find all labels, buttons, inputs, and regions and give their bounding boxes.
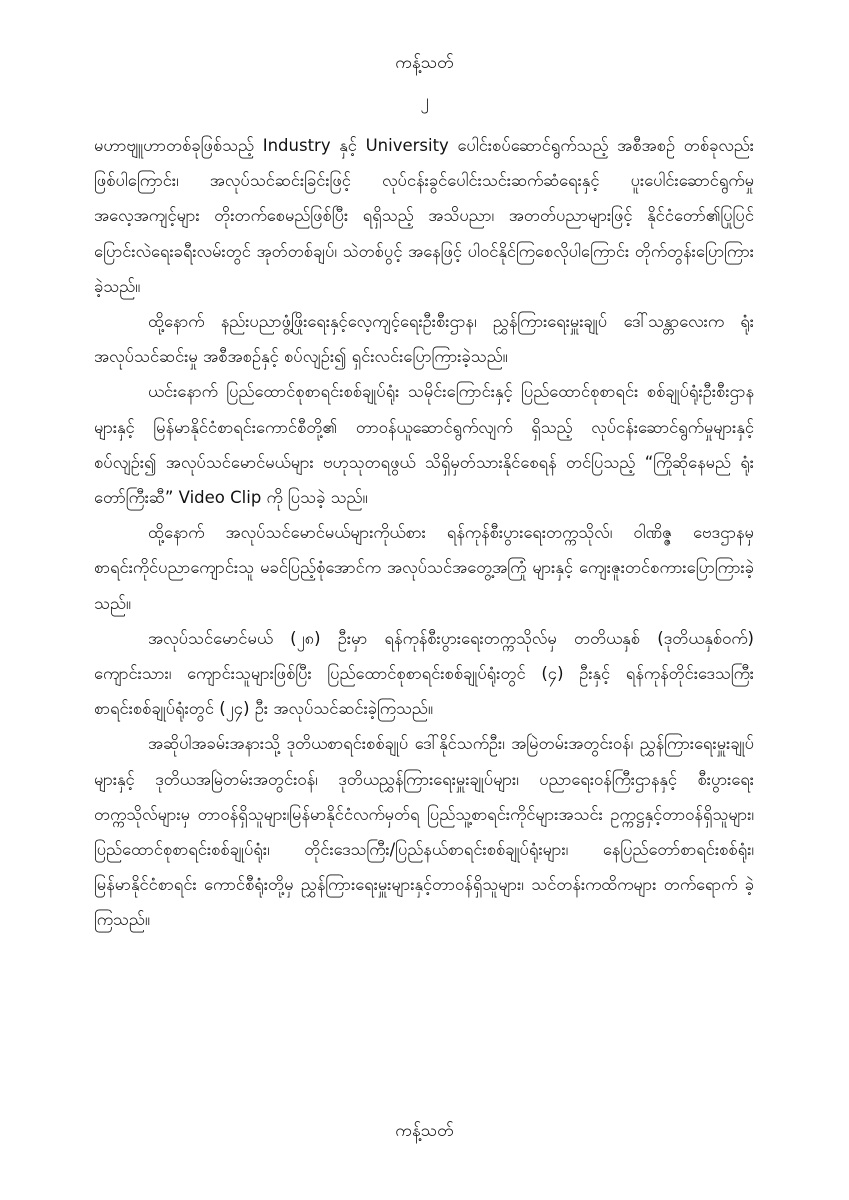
paragraph-continuation: မဟာဗျူဟာတစ်ခုဖြစ်သည့် Industry နှင့် University ပေါင်းစပ်ဆောင်ရွက်သည့် အစီအစဉ် တစ်ခုလည်းဖြစ်ပါကြောင်း၊ အလုပ်သင်ဆင်းခြင်းဖြင့် လုပ်ငန်းခွင်ပေါင်းသင်းဆက်ဆံရေးနှင့် ပူးပေါင်းဆောင်ရွက်မှုအလေ့အကျင့်များ တိုးတက်စေမည်ဖြစ်ပြီး ရရှိသည့် အသိပညာ၊ အတတ်ပညာများဖြင့် နိုင်ငံတော်၏ပြုပြင်ပြောင်းလဲရေးခရီးလမ်းတွင် အုတ်တစ်ချပ်၊ သဲတစ်ပွင့် အနေဖြင့် ပါဝင်နိုင်ကြစေလိုပါကြောင်း တိုက်တွန်းပြောကြားခဲ့သည်။ [94,136,754,296]
document-body [94,128,754,938]
paragraph: ယင်းနောက် ပြည်ထောင်စုစာရင်းစစ်ချုပ်ရုံး သမိုင်းကြောင်းနှင့် ပြည်ထောင်စုစာရင်း စစ်ချုပ်ရုံးဦးစီးဌာနများနှင့် မြန်မာနိုင်ငံစာရင်းကောင်စီတို့၏ တာဝန်ယူဆောင်ရွက်လျက် ရှိသည့် လုပ်ငန်းဆောင်ရွက်မှုများနှင့်စပ်လျဉ်း၍ အလုပ်သင်မောင်မယ်များ ဗဟုသုတရဖွယ် သိရှိမှတ်သားနိုင်စေရန် တင်ပြသည့် “ကြိုဆိုနေမည် ရုံးတော်ကြီးဆီ” Video Clip ကို ပြသခဲ့ သည်။ [94,382,754,508]
paragraph: ထို့နောက် အလုပ်သင်မောင်မယ်များကိုယ်စား ရန်ကုန်စီးပွားရေးတက္ကသိုလ်၊ ဝါဏိဇ္ဇ ဗေဒဌာနမှ စာရင်းကိုင်ပညာကျောင်းသူ မခင်ပြည့်စုံအောင်က အလုပ်သင်အတွေ့အကြုံ များနှင့် ကျေးဇူးတင်စကားပြောကြားခဲ့သည်။ [94,523,754,613]
footer-classification-label: ကန့်သတ် [395,1121,454,1141]
header-classification-label: ကန့်သတ် [395,53,454,73]
paragraph: အဆိုပါအခမ်းအနားသို့ ဒုတိယစာရင်းစစ်ချုပ် ဒေါ်နိုင်သက်ဦး၊ အမြဲတမ်းအတွင်းဝန်၊ ညွှန်ကြားရေးမှူးချုပ်များနှင့် ဒုတိယအမြဲတမ်းအတွင်းဝန်၊ ဒုတိယညွှန်ကြားရေးမှူးချုပ်များ၊ ပညာရေးဝန်ကြီးဌာနနှင့် စီးပွားရေးတက္ကသိုလ်များမှ တာဝန်ရှိသူများ၊မြန်မာနိုင်ငံလက်မှတ်ရ ပြည်သူ့စာရင်းကိုင်များအသင်း ဥက္ကဋ္ဌနှင့်တာဝန်ရှိသူများ၊ ပြည်ထောင်စုစာရင်းစစ်ချုပ်ရုံး၊ တိုင်းဒေသကြီး/ပြည်နယ်စာရင်းစစ်ချုပ်ရုံးများ၊ နေပြည်တော်စာရင်းစစ်ရုံး၊ မြန်မာနိုင်ငံစာရင်း ကောင်စီရုံးတို့မှ ညွှန်ကြားရေးမှူးများနှင့်တာဝန်ရှိသူများ၊ သင်တန်းကထိကများ တက်ရောက် ခဲ့ကြသည်။ [94,734,754,930]
page-number: ၂ [420,91,429,111]
paragraph: အလုပ်သင်မောင်မယ် (၂၈) ဦးမှာ ရန်ကုန်စီးပွားရေးတက္ကသိုလ်မှ တတိယနှစ် (ဒုတိယနှစ်ဝက်) ကျောင်းသား၊ ကျောင်းသူများဖြစ်ပြီး ပြည်ထောင်စုစာရင်းစစ်ချုပ်ရုံးတွင် (၄) ဦးနှင့် ရန်ကုန်တိုင်းဒေသကြီးစာရင်းစစ်ချုပ်ရုံးတွင် (၂၄) ဦး အလုပ်သင်ဆင်းခဲ့ကြသည်။ [94,628,754,719]
paragraph: ထို့နောက် နည်းပညာဖွံ့ဖြိုးရေးနှင့်လေ့ကျင့်ရေးဦးစီးဌာန၊ ညွှန်ကြားရေးမှူးချုပ် ဒေါ်သန္တာလေးက ရုံးအလုပ်သင်ဆင်းမှု အစီအစဉ်နှင့် စပ်လျဉ်း၍ ရှင်းလင်းပြောကြားခဲ့သည်။ [94,312,754,367]
